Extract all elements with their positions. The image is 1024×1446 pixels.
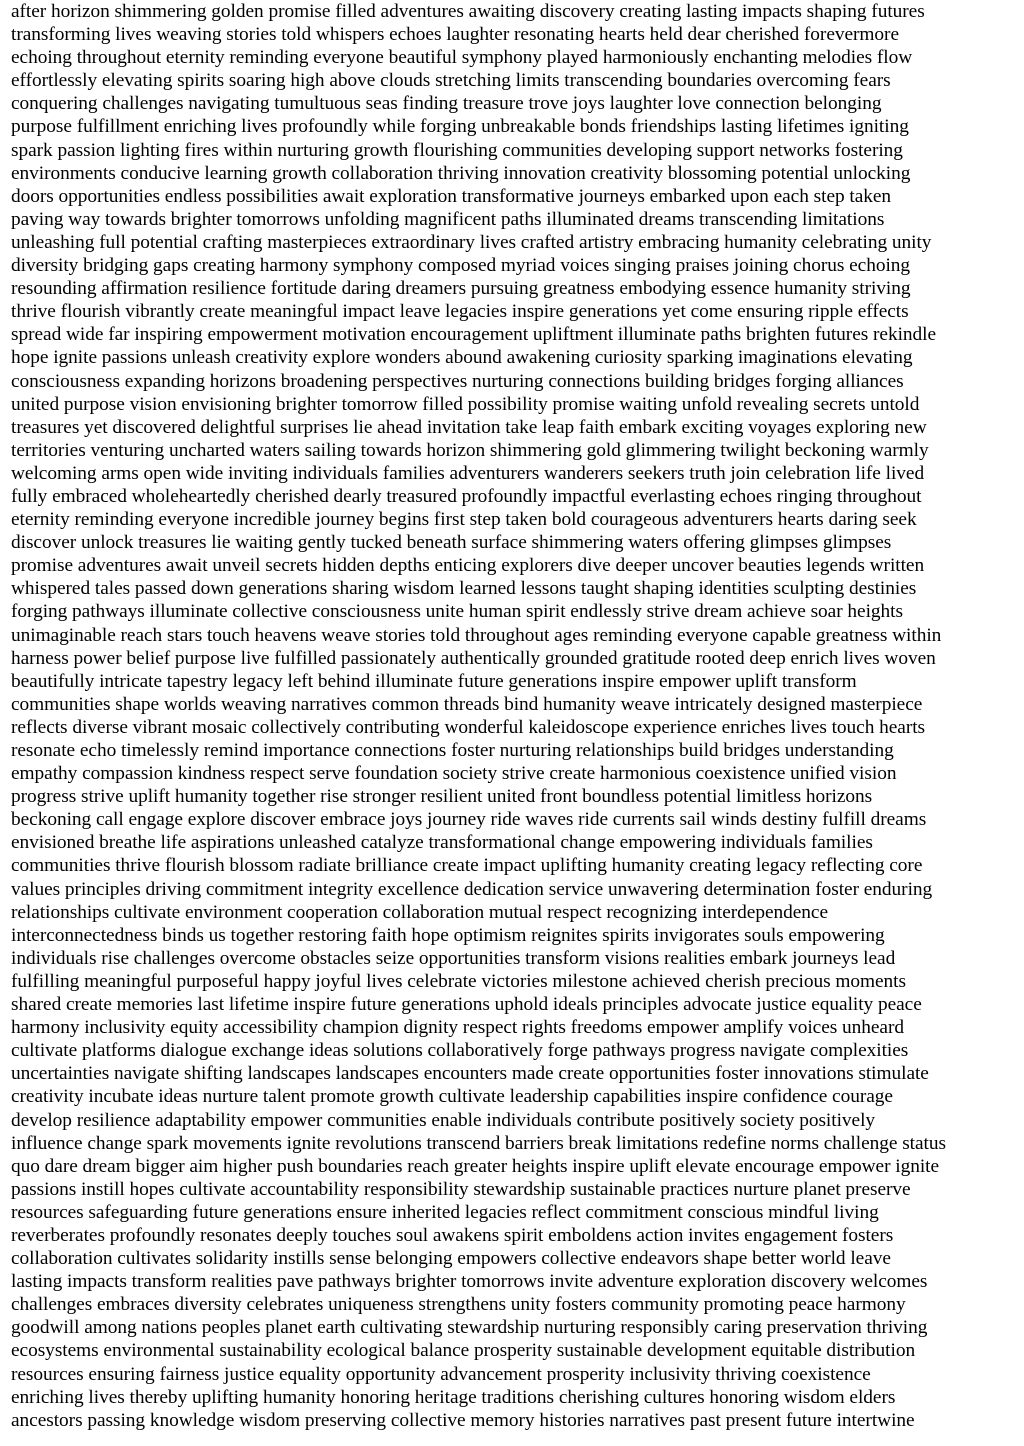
text-line: diversity bridging gaps creating harmony symphony composed myriad voices singing praises joining chorus echoing	[11, 255, 911, 277]
text-line: progress strive uplift humanity together rise stronger resilient united front boundless potential limitless horizons	[11, 786, 873, 808]
text-line: after horizon shimmering golden promise filled adventures awaiting discovery creating lasting impacts shaping futures	[11, 1, 925, 22]
text-line: conquering challenges navigating tumultuous seas finding treasure trove joys laughter love connection belonging	[11, 93, 882, 115]
text-line: purpose fulfillment enriching lives profoundly while forging unbreakable bonds friendships lasting lifetimes igniting	[11, 116, 909, 138]
text-line: empathy compassion kindness respect serve foundation society strive create harmonious coexistence unified vision	[11, 763, 897, 785]
text-line: enriching lives thereby uplifting humanity honoring heritage traditions cherishing cultures honoring wisdom elders	[11, 1386, 896, 1408]
text-line: communities thrive flourish blossom radiate brilliance create impact uplifting humanity creating legacy reflecting core	[11, 855, 923, 877]
text-line: hope ignite passions unleash creativity explore wonders abound awakening curiosity sparking imaginations elevating	[11, 347, 913, 369]
text-line: environments conducive learning growth collaboration thriving innovation creativity blossoming potential unlocking	[11, 162, 911, 184]
text-line: fulfilling meaningful purposeful happy joyful lives celebrate victories milestone achieved cherish precious moments	[11, 970, 906, 992]
text-line: welcoming arms open wide inviting individuals families adventurers wanderers seekers truth join celebration life lived	[11, 462, 925, 484]
text-line: shared create memories last lifetime inspire future generations uphold ideals principles advocate justice equality peace	[11, 994, 922, 1016]
text-line: unleashing full potential crafting masterpieces extraordinary lives crafted artistry embracing humanity celebrating unity	[11, 231, 932, 253]
text-line: lasting impacts transform realities pave pathways brighter tomorrows invite adventure exploration discovery welcomes	[11, 1271, 928, 1293]
text-line: harmony inclusivity equity accessibility champion dignity respect rights freedoms empower amplify voices unheard	[11, 1017, 904, 1039]
text-line: effortlessly elevating spirits soaring high above clouds stretching limits transcending boundaries overcoming fears	[11, 70, 891, 92]
text-line: goodwill among nations peoples planet earth cultivating stewardship nurturing responsibly caring preservation thriving	[11, 1317, 928, 1339]
text-line: creativity incubate ideas nurture talent promote growth cultivate leadership capabilities inspire confidence courage	[11, 1086, 893, 1108]
text-line: forging pathways illuminate collective consciousness unite human spirit endlessly strive dream achieve soar heights	[11, 601, 903, 623]
text-line: echoing throughout eternity reminding everyone beautiful symphony played harmoniously enchanting melodies flow	[11, 47, 913, 69]
text-line: spread wide far inspiring empowerment motivation encouragement upliftment illuminate paths brighten futures rekindle	[11, 324, 937, 346]
text-line: cultivate platforms dialogue exchange ideas solutions collaboratively forge pathways progress navigate complexities	[11, 1040, 909, 1062]
text-line: relationships cultivate environment cooperation collaboration mutual respect recognizing interdependence	[11, 901, 828, 923]
text-line: resources safeguarding future generations ensure inherited legacies reflect commitment conscious mindful living	[11, 1201, 879, 1223]
text-line: collaboration cultivates solidarity instills sense belonging empowers collective endeavors shape better world leave	[11, 1248, 891, 1270]
text-line: discover unlock treasures lie waiting gently tucked beneath surface shimmering waters offering glimpses glimpses	[11, 532, 892, 554]
text-line: interconnectedness binds us together restoring faith hope optimism reignites spirits invigorates souls empowering	[11, 924, 885, 946]
text-line: fully embraced wholeheartedly cherished dearly treasured profoundly impactful everlasting echoes ringing throughout	[11, 485, 922, 507]
text-line: consciousness expanding horizons broadening perspectives nurturing connections building bridges forging alliances	[11, 370, 904, 392]
text-line: treasures yet discovered delightful surprises lie ahead invitation take leap faith embark exciting voyages exploring new	[11, 416, 927, 438]
text-line: passions instill hopes cultivate accountability responsibility stewardship sustainable practices nurture planet preserve	[11, 1178, 911, 1200]
text-line: spark passion lighting fires within nurturing growth flourishing communities developing support networks fostering	[11, 139, 903, 161]
text-line: beautifully intricate tapestry legacy left behind illuminate future generations inspire empower uplift transform	[11, 670, 857, 692]
text-line: resonate echo timelessly remind importance connections foster nurturing relationships build bridges understanding	[11, 740, 894, 761]
text-line: territories venturing uncharted waters sailing towards horizon shimmering gold glimmering twilight beckoning warmly	[11, 439, 929, 461]
text-line: resources ensuring fairness justice equality opportunity advancement prosperity inclusivity thriving coexistence	[11, 1363, 871, 1385]
text-line: unimaginable reach stars touch heavens weave stories told throughout ages reminding everyone capable greatness within	[11, 624, 942, 646]
text-line: values principles driving commitment integrity excellence dedication service unwavering determination foster enduring	[11, 878, 933, 900]
text-line: whispered tales passed down generations sharing wisdom learned lessons taught shaping identities sculpting destinies	[11, 578, 917, 600]
text-line: quo dare dream bigger aim higher push boundaries reach greater heights inspire uplift elevate encourage empower ignite	[11, 1155, 940, 1177]
text-line: resounding affirmation resilience fortitude daring dreamers pursuing greatness embodying essence humanity striving	[11, 278, 911, 300]
text-line: ecosystems environmental sustainability ecological balance prosperity sustainable development equitable distribution	[11, 1340, 916, 1362]
text-line: reverberates profoundly resonates deeply touches soul awakens spirit emboldens action invites engagement fosters	[11, 1224, 894, 1246]
text-line: beckoning call engage explore discover embrace joys journey ride waves ride currents sail winds destiny fulfill dreams	[11, 809, 927, 831]
text-line: doors opportunities endless possibilities await exploration transformative journeys embarked upon each step taken	[11, 185, 892, 207]
text-line: thrive flourish vibrantly create meaningful impact leave legacies inspire generations yet come ensuring ripple effects	[11, 301, 909, 323]
text-line: individuals rise challenges overcome obstacles seize opportunities transform visions realities embark journeys lead	[11, 947, 896, 969]
text-line: envisioned breathe life aspirations unleashed catalyze transformational change empowering individuals families	[11, 832, 873, 854]
text-line: ancestors passing knowledge wisdom preserving collective memory histories narratives past present future intertwine	[11, 1409, 915, 1431]
text-line: uncertainties navigate shifting landscapes landscapes encounters made create opportunities foster innovations stimulate	[11, 1063, 929, 1085]
text-line: communities shape worlds weaving narratives common threads bind humanity weave intricately designed masterpiece	[11, 693, 923, 715]
text-line: challenges embraces diversity celebrates uniqueness strengthens unity fosters community promoting peace harmony	[11, 1294, 906, 1316]
text-line: transforming lives weaving stories told whispers echoes laughter resonating hearts held dear cherished forevermore	[11, 24, 899, 46]
text-line: united purpose vision envisioning brighter tomorrow filled possibility promise waiting unfold revealing secrets untold	[11, 393, 920, 415]
text-line: harness power belief purpose live fulfilled passionately authentically grounded gratitude rooted deep enrich lives woven	[11, 647, 936, 669]
text-line: paving way towards brighter tomorrows unfolding magnificent paths illuminated dreams transcending limitations	[11, 208, 885, 230]
text-line: reflects diverse vibrant mosaic collectively contributing wonderful kaleidoscope experience enriches lives touch hearts	[11, 716, 926, 738]
text-line: develop resilience adaptability empower communities enable individuals contribute positively society positively	[11, 1109, 876, 1131]
text-line: eternity reminding everyone incredible journey begins first step taken bold courageous adventurers hearts daring seek	[11, 509, 917, 531]
text-line: influence change spark movements ignite revolutions transcend barriers break limitations redefine norms challenge status	[11, 1132, 946, 1154]
text-line: promise adventures await unveil secrets hidden depths enticing explorers dive deeper uncover beauties legends written	[11, 555, 925, 577]
